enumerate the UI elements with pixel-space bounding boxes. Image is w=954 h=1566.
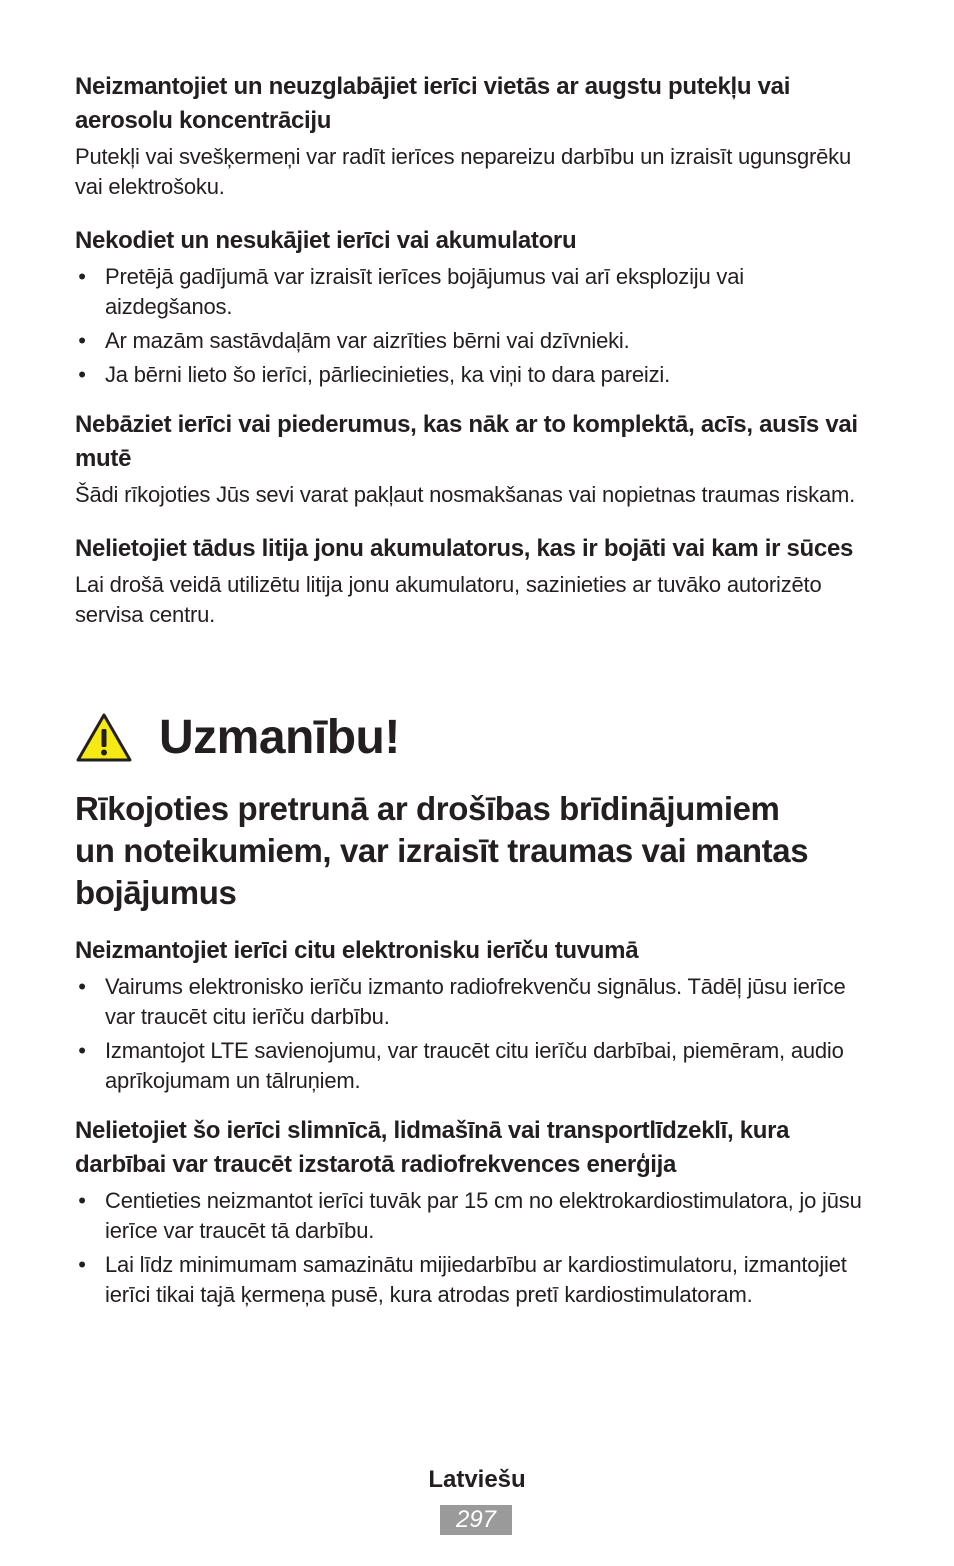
list-item bbox=[75, 262, 875, 322]
bullet-list bbox=[75, 1186, 875, 1310]
section-heading: Nebāziet ierīci vai piederumus, kas nāk ar to komplektā, acīs, ausīs vai mutē bbox=[75, 411, 858, 472]
section-heading: Nelietojiet šo ierīci slimnīcā, lidmašīnā vai transportlīdzeklī, kura darbībai var traucēt izstarotā radiofrekvences enerģija bbox=[75, 1117, 790, 1178]
list-item-text: Lai līdz minimumam samazinātu mijiedarbību ar kardiostimulatoru, izmantojiet ierīci tikai tajā ķermeņa pusē, kura atrodas pretī kardiostimulatoram. bbox=[105, 1252, 847, 1307]
bullet-icon: • bbox=[78, 1188, 86, 1213]
caution-header bbox=[75, 710, 875, 766]
section-heading: Nelietojiet tādus litija jonu akumulatorus, kas ir bojāti vai kam ir sūces bbox=[75, 535, 854, 562]
section-mouth bbox=[75, 408, 875, 510]
section-heading: Neizmantojiet ierīci citu elektronisku ierīču tuvumā bbox=[75, 937, 639, 964]
warning-triangle-icon bbox=[75, 712, 133, 764]
bullet-list bbox=[75, 262, 875, 390]
list-item-text: Pretējā gadījumā var izraisīt ierīces bojājumus vai arī eksploziju vai aizdegšanos. bbox=[105, 264, 744, 319]
section-heading: Nekodiet un nesukājiet ierīci vai akumulatoru bbox=[75, 227, 577, 254]
bullet-icon: • bbox=[78, 1252, 86, 1277]
caution-subtitle: Rīkojoties pretrunā ar drošības brīdinājumiem un noteikumiem, var izraisīt traumas vai mantas bojājumus bbox=[75, 790, 809, 911]
list-item bbox=[75, 1186, 875, 1246]
section-dust bbox=[75, 70, 875, 202]
footer-language: Latviešu bbox=[428, 1466, 526, 1493]
bullet-icon: • bbox=[78, 328, 86, 353]
list-item bbox=[75, 972, 875, 1032]
list-item bbox=[75, 1250, 875, 1310]
bullet-icon: • bbox=[78, 974, 86, 999]
page-number: 297 bbox=[440, 1505, 512, 1535]
section-text: Putekļi vai svešķermeņi var radīt ierīces nepareizu darbību un izraisīt ugunsgrēku vai elektrošoku. bbox=[75, 144, 851, 199]
list-item bbox=[75, 326, 875, 356]
caution-title: Uzmanību! bbox=[159, 711, 400, 764]
section-chew bbox=[75, 224, 875, 390]
list-item bbox=[75, 1036, 875, 1096]
list-item-text: Ar mazām sastāvdaļām var aizrīties bērni vai dzīvnieki. bbox=[105, 328, 630, 353]
list-item-text: Izmantojot LTE savienojumu, var traucēt citu ierīču darbībai, piemēram, audio aprīkojumam un tālruņiem. bbox=[105, 1038, 844, 1093]
page-content bbox=[75, 70, 875, 1314]
section-heading: Neizmantojiet un neuzglabājiet ierīci vietās ar augstu putekļu vai aerosolu koncentrāciju bbox=[75, 73, 791, 134]
section-text: Lai drošā veidā utilizētu litija jonu akumulatoru, sazinieties ar tuvāko autorizēto servisa centru. bbox=[75, 572, 822, 627]
section-electronics bbox=[75, 934, 875, 1096]
bullet-icon: • bbox=[78, 1038, 86, 1063]
list-item-text: Ja bērni lieto šo ierīci, pārliecinieties, ka viņi to dara pareizi. bbox=[105, 362, 670, 387]
section-hospital bbox=[75, 1114, 875, 1310]
list-item-text: Centieties neizmantot ierīci tuvāk par 15 cm no elektrokardiostimulatora, jo jūsu ierīce var traucēt tā darbību. bbox=[105, 1188, 862, 1243]
bullet-list bbox=[75, 972, 875, 1096]
section-battery bbox=[75, 532, 875, 630]
bullet-icon: • bbox=[78, 362, 86, 387]
list-item bbox=[75, 360, 875, 390]
bullet-icon: • bbox=[78, 264, 86, 289]
list-item-text: Vairums elektronisko ierīču izmanto radiofrekvenču signālus. Tādēļ jūsu ierīce var traucēt citu ierīču darbību. bbox=[105, 974, 846, 1029]
section-text: Šādi rīkojoties Jūs sevi varat pakļaut nosmakšanas vai nopietnas traumas riskam. bbox=[75, 482, 856, 507]
